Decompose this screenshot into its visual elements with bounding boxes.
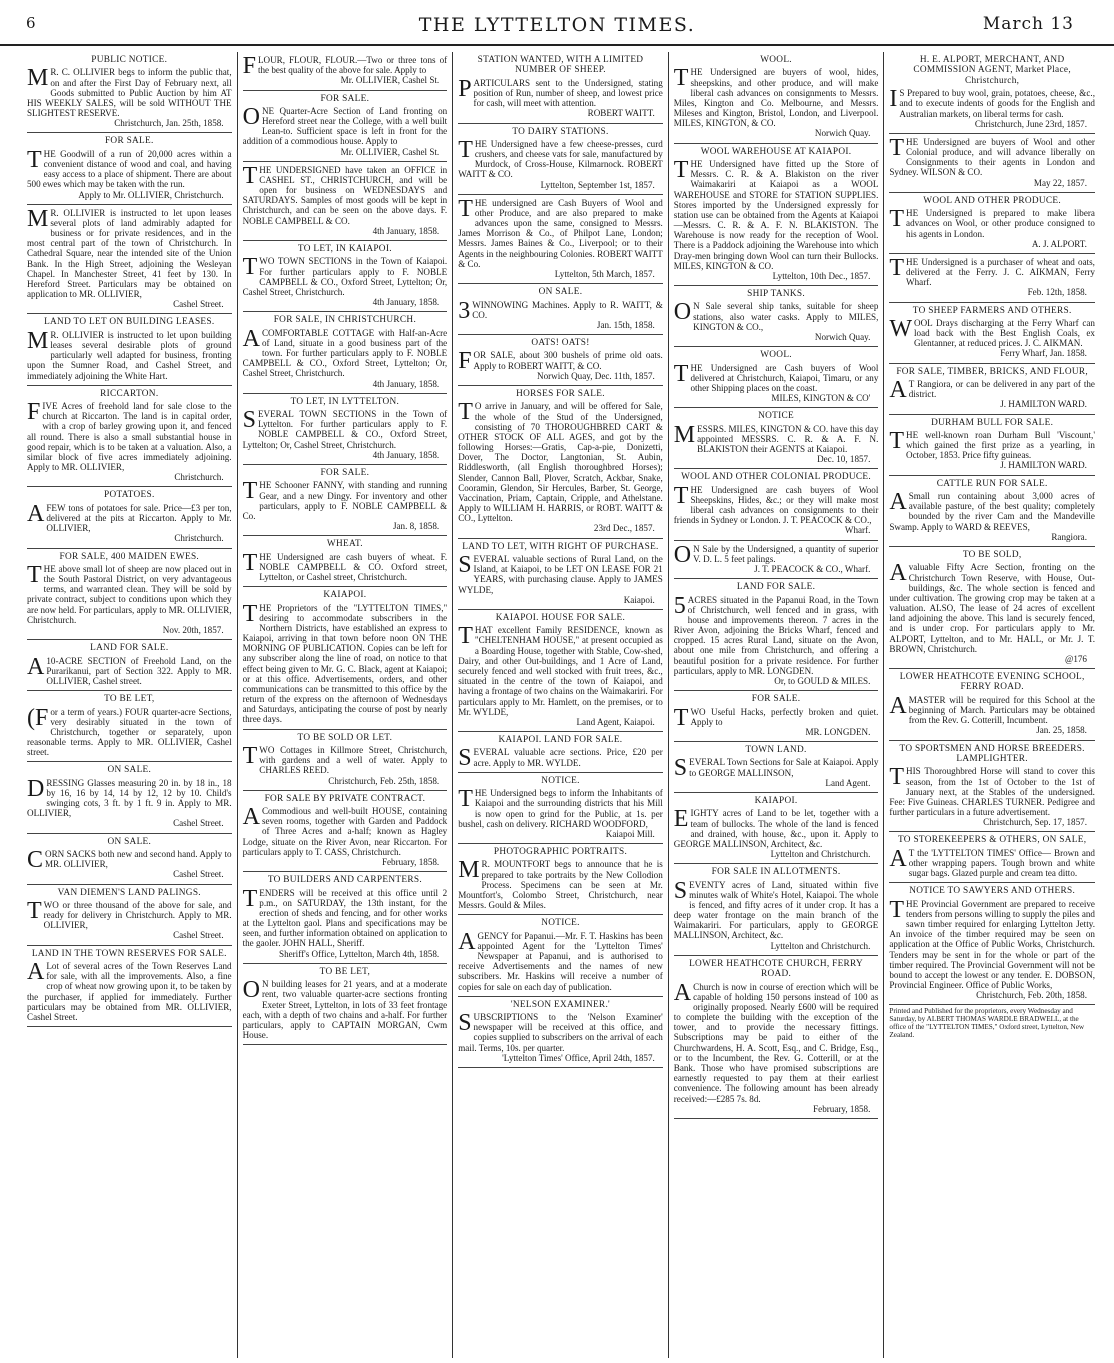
ad-heading: KAIAPOI. LAND FOR SALE. [498,735,623,746]
ad-heading: LAND IN THE TOWN RESERVES FOR SALE. [31,948,227,959]
ad-signoff: Wharf. [844,525,871,536]
advertisement [674,956,879,1119]
column-1 [22,52,238,1358]
advertisement [27,314,232,385]
column-5 [884,52,1100,1358]
ad-signoff: Rangiora. [1051,531,1087,542]
ad-signoff: Christchurch, Jan. 25th, 1858. [114,118,224,129]
ad-signoff: May 22, 1857. [1033,177,1087,188]
ad-signoff: Christchurch. [174,533,224,544]
ad-heading: PUBLIC NOTICE. [91,55,168,65]
advertisement [243,162,448,241]
ad-heading: WOOL. [760,350,792,361]
ad-heading: TO SPORTSMEN AND HORSE BREEDERS. LAMPLIGHTER. [899,743,1085,764]
ad-heading: OATS! OATS! [531,338,590,349]
ad-body: THE Undersigned are cash buyers of wheat. F. NOBLE CAMPBELL & CO. Oxford street, Lyttelton, or Cashel street, Christchurch. [242,549,448,582]
advertisement [458,124,663,195]
ad-heading: LOWER HEATHCOTE EVENING SCHOOL, FERRY ROAD. [899,672,1085,693]
ad-body: THE Undersigned are cash buyers of Wool Sheepskins, Hides, &c.; or they will make most liberal cash advances on consignments to their friends in Sydney or London. J. T. PEACOCK & CO., [673,482,879,526]
ad-body: THAT excellent Family RESIDENCE, known as "CHELTENHAM HOUSE," at present occupied as a Boarding House, together with Stable, Cow-shed, Dairy, and other Out-buildings, and 1 Acre of Land, securely fenced and well stocked with fruit trees, &c., situated in the centre of the town of Kaiapoi, and having a frontage of two chains on the Waimakariri. For particulars apply to Mr. Hamlett, on the premises, or to Mr. WYLDE, [458,623,663,717]
ad-signoff: 4th January, 1858. [372,449,440,460]
ad-heading: TO BE LET, [319,966,371,977]
ad-body: THE well-known roan Durham Bull 'Viscount,' which gained the first prize as a yearling, in October, 1853. Price fifty guineas. [889,427,1095,461]
ad-body: AGENCY for Papanui.—Mr. F. T. Haskins has been appointed Agent for the 'Lyttelton Times' Newspaper at Papanui, and is authorised to receive Advertisements and the names of new subscribers. Mr. Haskins will receive a number of copies for sale on each day of publication. [458,928,663,992]
advertisement [889,832,1095,883]
advertisement [243,536,448,587]
ad-heading: TO BE SOLD OR LET. [297,732,393,743]
ad-heading: 'NELSON EXAMINER.' [510,999,611,1010]
ad-signoff: Lyttelton and Christchurch. [770,849,871,860]
ad-signoff: 4th January, 1858. [372,297,440,308]
ad-heading: NOTICE. [541,775,580,786]
advertisement [27,205,232,315]
ad-signoff: Dec. 10, 1857. [817,454,871,465]
ad-signoff: J. T. PEACOCK & CO., Wharf. [754,563,871,574]
ad-signoff: ROBERT WAITT. [587,108,655,119]
advertisement [27,762,232,833]
advertisement [243,52,448,91]
ad-body: THE Undersigned is a purchaser of wheat and oats, delivered at the Ferry. J. C. AIKMAN, Ferry Wharf. [889,254,1095,288]
ad-body: TENDERS will be received at this office until 2 p.m., on SATURDAY, the 13th instant, for the erection of sheds and fencing, and for other works at the Lyttelton gaol. Plans and specifications may be seen, and further information obtained on application to the gaoler. JOHN HALL, Sheriff. [242,885,448,949]
ad-body: A10-ACRE SECTION of Freehold Land, on the Purarikanui, part of Section 322. Apply to MR. OLLIVIER, Cashel street. [27,653,232,686]
ad-heading: ON SALE. [538,287,583,298]
advertisement [889,134,1095,193]
advertisement [458,52,663,124]
ad-body: ACOMFORTABLE COTTAGE with Half-an-Acre of Land, situate in a good business part of the town. For further particulars apply to F. NOBLE CAMPBELL & CO., Oxford Street, Lyttelton; Or, Cashel Street, Christchurch. [242,325,448,379]
advertisement [243,465,448,536]
ad-heading: WOOL WAREHOUSE AT KAIAPOI. [700,146,852,157]
ad-heading: TO BE SOLD, [962,549,1022,560]
ad-body: MR. OLLIVIER is instructed to let upon building leases several desirable plots of ground particularly well adapted for business, fronting upon the Sumner Road, and Cashel Street, and immediately adjoining the White Hart. [27,327,232,381]
ad-signoff: Norwich Quay, Dec. 11th, 1857. [537,370,655,381]
ad-signoff: February, 1858. [381,856,440,867]
advertisement [458,732,663,773]
ad-body: AT Rangiora, or can be delivered in any part of the district. [889,377,1095,404]
advertisement [674,579,879,691]
advertisement [27,691,232,762]
ad-body: ALot of several acres of the Town Reserves Land for sale, with all the improvements. Also, a fine crop of wheat now growing upon it, to be taken by the purchaser, if applied for immediately. Further particulars may be obtained from MR. OLLIVIER, Cashel Street. [27,959,232,1022]
ad-heading: TOWN LAND. [745,745,807,756]
ad-body: ON building leases for 21 years, and at a moderate rent, two valuable quarter-acre sections fronting Exeter Street, Lyttelton, in lots of 33 feet frontage each, with a depth of two chains and a-half. For further particulars, apply to CAPTAIN MORGAN, Cwm House. [242,977,448,1041]
ad-signoff: Or, to GOULD & MILES. [774,675,871,686]
ad-heading: TO BUILDERS AND CARPENTERS. [267,875,422,886]
ad-body: SEVENTY acres of Land, situated within five minutes walk of White's Hotel, Kaiapoi. The whole is fenced, and fifty acres of it under crop. It has a deep water frontage on the main branch of the Waimakariri. For particulars, apply to GEORGE MALLINSON, Architect, &c. [673,877,879,941]
ad-body: THE Schooner FANNY, with standing and running Gear, and a new Dingy. For inventory and other particulars, apply to F. NOBLE CAMPBELL & Co. [242,478,448,521]
ad-body: EIGHTY acres of Land to be let, together with a team of bullocks. The whole of the land is fenced and drained, with house, &c., upon it. Apply to GEORGE MALLINSON, Architect, &c. [673,806,879,849]
ad-heading: H. E. ALPORT, MERCHANT, AND COMMISSION AGENT, Market Place, Christchurch, [913,55,1071,86]
ad-signoff: 'Lyttelton Times' Office, April 24th, 1857. [502,1052,655,1063]
ad-heading: ON SALE. [107,836,152,847]
ad-body: TWO Useful Hacks, perfectly broken and quiet. Apply to [673,704,879,731]
masthead [0,0,1114,46]
advertisement [27,885,232,946]
ad-heading: WOOL. [760,55,792,65]
advertisement [674,691,879,742]
ad-body: AFEW tons of potatoes for sale. Price—£3 per ton, delivered at the pits at Riccarton. Apply to Mr. OLLIVIER, [27,500,232,534]
ad-heading: POTATOES. [103,490,155,501]
ad-body: (For a term of years.) FOUR quarter-acre Sections, very desirably situated in the town of Christchurch, together or separately, upon reasonable terms. Apply to MR. OLLIVIER, Cashel street. [27,704,232,758]
ad-signoff: Cashel Street. [173,818,224,829]
ad-body: THE Undersigned are buyers of Wool and other Colonial produce, and will advance liberally on Consignments to their agents in London and Sydney. WILSON & CO. [889,134,1095,178]
ad-signoff: Christchurch. [174,472,224,483]
ad-heading: WHEAT. [326,539,363,550]
column-3 [453,52,669,1358]
advertisement [889,476,1095,547]
ad-heading: KAIAPOI. HOUSE FOR SALE. [495,612,626,623]
advertisement [674,286,879,347]
ad-heading: FOR SALE IN ALLOTMENTS. [711,867,841,878]
advertisement [889,547,1095,669]
advertisement [889,303,1095,364]
ad-heading: LOWER HEATHCOTE CHURCH, FERRY ROAD. [689,958,864,980]
ad-signoff: Norwich Quay. [814,128,871,139]
ad-signoff: Cashel Street. [173,869,224,880]
ad-body: TO arrive in January, and will be offered for Sale, the whole of the Stud of the Undersigned, consisting of 70 THOROUGHBRED CART & OTHER STOCK OF ALL AGES, and got by the following Horses:—Gratis, Cap-a-pie, Donizetti, Dover, The Doctor, Langtonian, St. Aubin, Riddlesworth, (all English thoroughbred Horses); Slender, Cannon Ball, Plover, Scratch, Ackbar, Snake, Cooramin, Glendon, Sir Hercules, Barber, St. George, Vaccination, Priam, Captain, Cripple, and Athelstane. Apply to WILLIAM H. HARRIS, or ROBT. WAITT & CO., Lyttelton. [458,399,663,524]
ad-body: MESSRS. MILES, KINGTON & CO. have this day appointed MESSRS. C. R. & A. F. N. BLAKISTON their AGENTS at Kaiapoi. [673,421,879,455]
column-4 [669,52,885,1358]
ad-signoff: Sheriff's Office, Lyttelton, March 4th, 1858. [279,948,440,959]
ad-body: MR. MOUNTFORT begs to announce that he is prepared to take portraits by the New Collodion Process. Specimens can be seen at Mr. Mountfort's, Colombo Street, Christchurch, near Messrs. Gould & Miles. [458,857,663,911]
ad-heading: LAND TO LET, WITH RIGHT OF PURCHASE. [462,541,659,552]
advertisement [27,52,232,133]
ad-signoff: MR. LONGDEN. [805,726,871,737]
advertisement [458,915,663,996]
ad-signoff: Apply to Mr. OLLIVIER, Christchurch. [78,189,224,200]
ad-body: TWO or three thousand of the above for sale, and ready for delivery in Christchurch. Apply to MR. OLLIVIER, [27,897,232,931]
ad-body: IS Prepared to buy wool, grain, potatoes, cheese, &c., and to execute indents of goods for the English and Australian markets, on liberal terms for cash. [889,86,1095,119]
ad-signoff: Land Agent, Kaiapoi. [576,716,655,727]
ad-signoff: J. HAMILTON WARD. [1000,399,1087,410]
ad-body: ASmall run containing about 3,000 acres of available pasture, of the best quality; completely bounded by the river Cam and the Mandeville Swamp. Apply to WARD & REEVES, [889,489,1095,532]
advertisement [458,773,663,844]
advertisement [674,793,879,864]
ad-signoff: Jan. 8, 1858. [392,521,440,532]
advertisement [243,964,448,1045]
ad-body: AMASTER will be required for this School at the beginning of March. Particulars may be obtained from the Rev. G. Cotterill, Incumbent. [889,692,1095,726]
ad-signoff: MILES, KINGTON & CO' [771,393,871,404]
advertisement [27,834,232,885]
ad-body: SEVERAL valuable acre sections. Price, £20 per acre. Apply to MR. WYLDE. [458,745,663,772]
ad-body: ACommodious and well-built HOUSE, containing seven rooms, together with Garden and Paddock of Three Acres and a-half; known as Hagley Lodge, situate on the River Avon, near Riccarton. For particulars apply to T. CASS, Christchurch. [242,804,448,857]
advertisement [889,883,1095,1005]
ad-signoff: Kaiapoi Mill. [605,828,655,839]
issue-date: March 13 [982,14,1074,34]
ad-heading: TO SHEEP FARMERS AND OTHERS. [912,305,1072,316]
advertisement [889,364,1095,415]
advertisement [27,549,232,641]
ad-body: PARTICULARS sent to the Undersigned, stating position of Run, number of sheep, and lowest price for cash, will meet with attention. [458,75,663,109]
ad-heading: HORSES FOR SALE. [516,388,605,399]
ad-heading: TO BE LET, [104,694,155,705]
ad-body: THE Undersigned begs to inform the Inhabitants of Kaiapoi and the surrounding districts that his Mill is now open to grind for the Public, at 1s. per bushel, cash on delivery. RICHARD WOODFORD, [458,786,663,829]
ad-signoff: Kaiapoi. [623,594,655,605]
advertisement [674,144,879,286]
ad-body: THE Proprietors of the "LYTTELTON TIMES," desiring to accommodate subscribers in the Northern Districts, have established an express to Kaiapoi, arriving in that town before noon ON THE MORNING OF PUBLICATION. Copies can be left for any subscriber along the line of road, on notice to that effect being given to Mr. G. C. Black, agent at Kaiapoi; or at this office. Advertisements, orders, and other communications can be transmitted to this office by the return of the express on the afternoon of Wednesdays and Saturdays, anticipating the course of post by nearly three days. [242,600,448,725]
ad-body: AChurch is now in course of erection which will be capable of holding 150 persons instead of 100 as originally proposed. Nearly £600 will be required to complete the building with the exception of the tower, and to provide the necessary fittings. Subscriptions may be paid to either of the Churchwardens, H. A. Scott, Esq., and C. Bridge, Esq., or to the Incumbent, the Rev. G. Cotterill, or at the Bank. Those who have promised subscriptions are earnestly requested to pay them at their earliest convenience. The following amount has been already received:—£285 7s. 8d. [673,979,879,1104]
ad-signoff: Lyttelton, 10th Dec., 1857. [772,270,871,281]
ad-signoff: Cashel Street. [173,299,224,310]
ad-body: SEVERAL valuable sections of Rural Land, on the Island, at Kaiapoi, to be LET ON LEASE FOR 21 YEARS, with purchasing clause. Apply to JAMES WYLDE, [458,552,663,595]
ad-heading: TO STOREKEEPERS & OTHERS, ON SALE, [898,835,1087,846]
advertisement [458,195,663,284]
ad-heading: WOOL AND OTHER COLONIAL PRODUCE. [681,472,872,483]
advertisement [458,610,663,732]
advertisement [243,587,448,729]
ad-heading: VAN DIEMEN'S LAND PALINGS. [57,887,201,898]
ad-signoff: Nov. 20th, 1857. [162,625,224,635]
ad-body: ON Sale by the Undersigned, a quantity of superior V. D. L. 5 feet palings. [673,541,879,568]
ad-heading: FOR SALE. [751,694,801,705]
ad-body: THE Undersigned have fitted up the Store of Messrs. C. R. & A. Blakiston on the river Waimakariri at Kaiapoi as a WOOL WAREHOUSE and STORE for STATION SUPPLIES. Stores imported by the Undersigned expressly for station use can be obtained from the Agents at Kaiapoi—Messrs. C. R. & A. F. N. BLAKISTON. The Warehouse is now ready for the reception of Wool. There is a Paddock adjoining the Warehouse into which Dray-men bringing down Wool can turn their Bullocks. MILES, KINGTON & CO. [673,157,879,271]
ad-heading: STATION WANTED, WITH A LIMITED NUMBER OF SHEEP. [477,55,644,76]
ad-signoff: Mr. OLLIVIER, Cashel St. [340,75,440,86]
ad-body: THE UNDERSIGNED have taken an OFFICE in CASHEL ST., CHRISTCHURCH, and will be open for business on WEDNESDAYS and SATURDAYS. Samples of most goods will be kept in Christchurch, and can be seen on the above days. F. NOBLE CAMPBELL & CO. [242,162,448,226]
ad-signoff: Jan. 25, 1858. [1036,725,1087,736]
ad-signoff: Lyttelton and Christchurch. [770,940,871,951]
ad-signoff: Lyttelton, 5th March, 1857. [554,268,655,279]
ad-heading: FOR SALE, 400 MAIDEN EWES. [59,551,200,562]
ad-body: SEVERAL Town Sections for Sale at Kaiapoi. Apply to GEORGE MALLINSON, [673,755,879,782]
ad-heading: LAND FOR SALE. [90,643,169,654]
ad-heading: TO LET, IN KAIAPOI. [297,243,392,254]
ad-signoff: Christchurch, Feb. 20th, 1858. [976,990,1087,1001]
ad-signoff: Christchurch, June 23rd, 1857. [974,118,1087,129]
ad-signoff: Feb. 12th, 1858. [1027,287,1087,298]
ad-body: THE Undersigned are Cash buyers of Wool delivered at Christchurch, Kaiapoi, Timaru, or any other Shipping places on the coast. [673,360,879,393]
advertisement [674,469,879,540]
ad-heading: NOTICE [758,411,795,422]
ad-heading: LAND TO LET ON BUILDING LEASES. [44,317,215,328]
advertisement [458,844,663,915]
page-number: 6 [26,14,36,32]
ad-heading: KAIAPOI. [754,795,798,806]
ad-heading: FOR SALE. [104,136,154,147]
advertisement [674,52,879,144]
advertisement [243,241,448,312]
ad-body: 3WINNOWING Machines. Apply to R. WAITT, & CO. [458,297,663,324]
advertisement [674,408,879,469]
ad-signoff: Ferry Wharf, Jan. 1858. [1000,348,1087,359]
advertisement [243,730,448,791]
ad-signoff: Christchurch, Feb. 25th, 1858. [328,775,440,786]
advertisement [243,394,448,465]
ad-signoff: Lyttelton, September 1st, 1857. [540,179,655,190]
advertisement-columns [22,52,1100,1358]
ad-body: FLOUR, FLOUR, FLOUR.—Two or three tons of the best quality of the above for sale. Apply to [242,53,448,79]
advertisement [27,640,232,691]
ad-heading: SHIP TANKS. [747,289,805,300]
ad-heading: FOR SALE, TIMBER, BRICKS, AND FLOUR, [896,366,1089,377]
ad-body: FIVE Acres of freehold land for sale close to the church at Riccarton. The land is in capital order, with a crop of barley growing upon it, and fenced all round. There is also a small substantial house in good repair, which is to be taken at a valuation. Also, a similar block of five acres immediately adjoining. Apply to MR. OLLIVIER, [27,399,232,473]
ad-heading: KAIAPOI. [323,590,367,601]
ad-body: ONE Quarter-Acre Section of Land fronting on Hereford street near the College, with a well built Lean-to. Sufficient space is left in front for the addition of a commodious house. Apply to [242,103,448,147]
ad-signoff: J. HAMILTON WARD. [1000,460,1087,471]
ad-body: THE Provincial Government are prepared to receive tenders from persons willing to supply the piles and sawn timber required for enlarging Lyttelton Jetty. An invoice of the timber required may be seen on application at the Office of Public Works, Christchurch. Tenders may be sent in for the whole or part of the timber required. The Provincial Government will not be bound to accept the lowest or any tender. E. DOBSON, Provincial Engineer. Office of Public Works, [889,896,1095,991]
ad-heading: ON SALE. [107,765,152,776]
ad-body: FOR SALE, about 300 bushels of prime old oats. Apply to ROBERT WAITT, & CO. [458,348,663,375]
ad-heading: DURHAM BULL FOR SALE. [931,417,1054,428]
ad-heading: NOTICE TO SAWYERS AND OTHERS. [909,886,1076,897]
advertisement [458,386,663,539]
ad-body: THE Goodwill of a run of 20,000 acres within a convenient distance of wood and coal, and having easy access to a place of shipment. There are about 500 ewes which may be taken with the run. [27,146,232,190]
advertisement [889,669,1095,741]
ad-body: MR. OLLIVIER is instructed to let upon leases several plots of land admirably adapted for business or for private residences, and in the most central part of the town of Christchurch. In Cathedral Square, near the intended site of the Union Bank. In the High Street, adjoining the Wesleyan Chapel. In Manchester Street, 41 feet by 130. In Hereford Street. Particulars may be obtained on application to MR. OLLIVIER, [27,205,232,300]
ad-heading: FOR SALE. [320,93,370,104]
ad-body: THE above small lot of sheep are now placed out in the South Pastoral District, on very advantageous terms, and warranted clean. They will be sold by private contract, subject to conditions upon which they are now held. For particulars, apply to MR. OLLIVIER, Christchurch. [27,561,232,625]
ad-signoff: 4th January, 1858. [372,225,440,236]
ad-signoff: 23rd Dec., 1857. [593,523,655,534]
advertisement [458,997,663,1068]
ad-heading: NOTICE. [541,918,580,929]
ad-signoff: 4th January, 1858. [372,378,440,389]
column-2 [238,52,454,1358]
advertisement [27,946,232,1027]
ad-heading: FOR SALE. [320,467,370,478]
ad-heading: FOR SALE, IN CHRISTCHURCH. [273,315,417,326]
advertisement [889,193,1095,254]
ad-signoff: A. J. ALPORT. [1031,238,1087,249]
ad-body: AT the 'LYTTELTON TIMES' Office— Brown and other wrapping papers. Tough brown and white sugar bags. Glazed purple and cream tea ditto. [889,845,1095,879]
advertisement [674,742,879,793]
advertisement [674,864,879,956]
ad-body: THE Undersigned have a few cheese-presses, curd crushers, and cheese vats for sale, manufactured by Murdock, of Cross-House, Kilmarnock. ROBERT WAITT & CO. [458,136,663,180]
printer-imprint: Printed and Published for the proprietors, every Wednesday and Saturday, by ALBERT THOMAS WARDLE BRADWELL, at the office of the "LYTTELTON TIMES," Oxford street, Lyttelton, New Zealand. [889,1007,1085,1040]
advertisement [458,335,663,386]
ad-signoff: @176 [1064,653,1087,664]
ad-body: DRESSING Glasses measuring 20 in. by 18 in., 18 by 16, 16 by 14, 14 by 12, 12 by 10. Child's swinging cots, 3 ft. by 1 ft. 9 in. Apply to MR. OLLIVIER, [27,775,232,819]
advertisement [458,284,663,335]
ad-body: WOOL Drays discharging at the Ferry Wharf can load back with the Best English Coals, ex Glentanner, at reduced prices. J. C. AIKMAN. [889,315,1095,349]
ad-heading: CATTLE RUN FOR SALE. [936,478,1048,489]
ad-heading: FOR SALE BY PRIVATE CONTRACT. [264,793,426,804]
ad-body: CORN SACKS both new and second hand. Apply to MR. OLLIVIER, [27,847,232,874]
ad-body: SEVERAL TOWN SECTIONS in the Town of Lyttelton. For further particulars apply to F. NOBLE CAMPBELL & CO., Oxford Street, Lyttelton; Or, Cashel Street, Christchurch. [242,407,448,450]
newspaper-title: THE LYTTELTON TIMES. [418,14,696,36]
advertisement [674,347,879,408]
advertisement [27,133,232,204]
ad-signoff: February, 1858. [813,1103,871,1114]
advertisement [889,415,1095,476]
advertisement [889,741,1095,833]
ad-heading: LAND FOR SALE. [736,582,816,593]
ad-body: TWO TOWN SECTIONS in the Town of Kaiapoi. For further particulars apply to F. NOBLE CAMPBELL & CO., Oxford Street, Lyttelton; Or, Cashel Street, Christchurch. [242,254,448,297]
ad-body: 5ACRES situated in the Papanui Road, in the Town of Christchurch, well fenced and in grass, with house and improvements thereon. 7 acres in the River Avon, adjoining the Bricks Wharf, fenced and cropped. 15 acres Rural Land, situate on the Avon, about one mile from Christchurch, and offering a beautiful position for a private residence. For further particulars, apply to MR. LONGDEN. [673,592,879,676]
ad-signoff: Mr. OLLIVIER, Cashel St. [340,146,440,157]
ad-body: THIS Thoroughbred Horse will stand to cover this season, from the 1st of October to the 1st of January next, at the Stables of the undersigned. Fee: Five Guineas. CHARLES TURNER. Pedigree and further particulars in a future advertisement. [889,764,1095,818]
ad-body: ON Sale several ship tanks, suitable for sheep stations, also water casks. Apply to MILES, KINGTON & CO., [673,299,879,332]
ad-body: THE undersigned are Cash Buyers of Wool and other Produce, and are also prepared to make advances upon the same, consigned to Messrs. James Morrison & Co., of Philpot Lane, London; Messrs. James Baines & Co., Liverpool; or to their Agents in the neighbouring Colonies. ROBERT WAITT & Co. [458,195,663,269]
ad-heading: PHOTOGRAPHIC PORTRAITS. [493,847,628,858]
advertisement [889,52,1095,134]
ad-body: THE Undersigned are buyers of wool, hides, sheepskins, and other produce, and will make liberal cash advances on consignments to Messrs. Miles, Kington and Co. Melbourne, and Messrs. Mileses and Kington, Bristol, London, and Liverpool. MILES, KINGTON, & CO. [673,65,879,129]
ad-heading: RICCARTON. [100,388,159,399]
ad-body: TWO Cottages in Killmore Street, Christchurch, with gardens and a well of water. Apply to CHARLES REED. [242,743,448,776]
advertisement [458,539,663,610]
advertisement [27,487,232,548]
ad-signoff: Cashel Street. [173,930,224,941]
ad-heading: TO DAIRY STATIONS. [512,126,609,137]
advertisement [243,312,448,393]
advertisement [243,872,448,964]
ad-heading: WOOL AND OTHER PRODUCE. [923,195,1062,206]
ad-body: SUBSCRIPTIONS to the 'Nelson Examiner' newspaper will be received at this office, and copies supplied to subscribers on the arrival of each mail. Terms, 10s. per quarter. [458,1010,663,1053]
ad-signoff: Jan. 15th, 1858. [596,319,655,330]
ad-body: THE Undersigned is prepared to make libera advances on Wool, or other produce consigned to his agents in London. [889,206,1095,239]
ad-signoff: Norwich Quay. [814,332,871,342]
ad-signoff: Christchurch, Sep. 17, 1857. [983,817,1087,828]
ad-heading: TO LET, IN LYTTELTON. [290,396,400,407]
advertisement [674,541,879,580]
advertisement [27,386,232,488]
advertisement [243,791,448,872]
ad-body: MR. C. OLLIVIER begs to inform the public that, on and after the First Day of February next, all Goods submitted to Public Auction by him AT HIS WEEKLY SALES, will be sold WITHOUT THE SLIGHTEST RESERVE. [27,65,232,119]
advertisement [889,254,1095,303]
ad-body: Avaluable Fifty Acre Section, fronting on the Christchurch Town Reserve, with House, Out-buildings, &c. The whole section is fenced and under cultivation. The growing crop may be taken at a valuation. ALSO, The lease of 24 acres of excellent land adjoining the above. This land is securely fenced, and is under crop. For particulars apply to Mr. ALPORT, Lyttelton, and to Mr. HALL, or Mr. J. T. BROWN, Christchurch. [889,560,1095,654]
advertisement [243,91,448,162]
ad-signoff: Land Agent. [825,777,871,788]
